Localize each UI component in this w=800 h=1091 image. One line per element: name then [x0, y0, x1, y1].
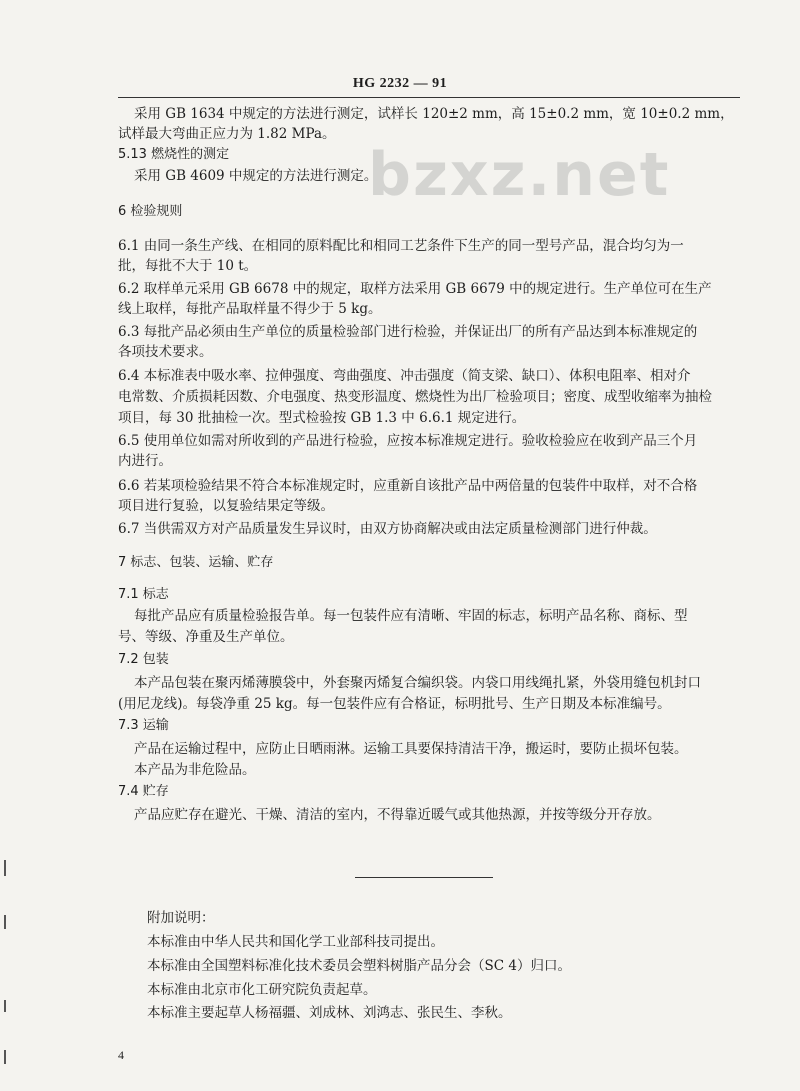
- clause-heading: 7.1 标志: [118, 587, 169, 602]
- text-line: 产品应贮存在避光、干燥、清洁的室内，不得靠近暖气或其他热源，并按等级分开存放。: [134, 807, 661, 823]
- text-line: 采用 GB 1634 中规定的方法进行测定，试样长 120±2 mm，高 15±0.2 mm，宽 10±0.2 mm，: [134, 106, 734, 122]
- end-rule: [355, 877, 493, 878]
- page-number: 4: [118, 1048, 124, 1062]
- clause-heading: 7.3 运输: [118, 718, 169, 733]
- watermark: bzxz.net: [368, 140, 671, 210]
- note-line: 本标准由全国塑料标准化技术委员会塑料树脂产品分会（SC 4）归口。: [147, 958, 571, 974]
- text-line: 6.5 使用单位如需对所收到的产品进行检验，应按本标准规定进行。验收检验应在收到产品三个月: [118, 433, 698, 449]
- note-line: 本标准由北京市化工研究院负责起草。: [147, 982, 377, 998]
- text-line: 本产品为非危险品。: [134, 762, 256, 778]
- note-heading: 附加说明：: [147, 910, 215, 926]
- scan-edge-mark: [4, 1050, 6, 1064]
- text-line: 6.7 当供需双方对产品质量发生异议时，由双方协商解决或由法定质量检测部门进行仲裁。: [118, 521, 657, 537]
- note-line: 本标准主要起草人杨福疆、刘成林、刘鸿志、张民生、李秋。: [147, 1005, 512, 1021]
- text-line: 每批产品应有质量检验报告单。每一包装件应有清晰、牢固的标志，标明产品名称、商标、型: [134, 608, 688, 624]
- text-line: 项目，每 30 批抽检一次。型式检验按 GB 1.3 中 6.6.1 规定进行。: [118, 410, 526, 426]
- text-line: 6.3 每批产品必须由生产单位的质量检验部门进行检验，并保证出厂的所有产品达到本标准规定的: [118, 324, 698, 340]
- section-heading: 7 标志、包装、运输、贮存: [118, 555, 274, 570]
- text-line: 产品在运输过程中，应防止日晒雨淋。运输工具要保持清洁干净，搬运时，要防止损坏包装。: [134, 741, 688, 757]
- standard-code-header: HG 2232 — 91: [352, 76, 448, 91]
- text-line: 各项技术要求。: [118, 344, 213, 360]
- clause-heading: 7.2 包装: [118, 652, 169, 667]
- text-line: (用尼龙线)。每袋净重 25 kg。每一包装件应有合格证，标明批号、生产日期及本标准编号。: [118, 696, 671, 712]
- text-line: 试样最大弯曲正应力为 1.82 MPa。: [118, 126, 336, 142]
- text-line: 线上取样，每批产品取样量不得少于 5 kg。: [118, 301, 382, 317]
- text-line: 6.1 由同一条生产线、在相同的原料配比和相同工艺条件下生产的同一型号产品，混合均匀为一: [118, 238, 684, 254]
- text-line: 采用 GB 4609 中规定的方法进行测定。: [134, 168, 378, 184]
- scan-edge-mark: [4, 860, 6, 876]
- text-line: 6.6 若某项检验结果不符合本标准规定时，应重新自该批产品中两倍量的包装件中取样，对不合格: [118, 478, 698, 494]
- text-line: 号、等级、净重及生产单位。: [118, 629, 294, 645]
- section-heading: 6 检验规则: [118, 204, 183, 219]
- text-line: 6.2 取样单元采用 GB 6678 中的规定，取样方法采用 GB 6679 中的规定进行。生产单位可在生产: [118, 281, 712, 297]
- scan-edge-mark: [4, 1000, 6, 1012]
- scan-edge-mark: [4, 915, 6, 929]
- note-line: 本标准由中华人民共和国化学工业部科技司提出。: [147, 934, 444, 950]
- header-rule: [118, 97, 740, 98]
- text-line: 6.4 本标准表中吸水率、拉伸强度、弯曲强度、冲击强度（简支梁、缺口）、体积电阻率、相对介: [118, 368, 691, 384]
- text-line: 电常数、介质损耗因数、介电强度、热变形温度、燃烧性为出厂检验项目；密度、成型收缩率为抽检: [118, 389, 712, 405]
- clause-heading: 5.13 燃烧性的测定: [118, 147, 230, 162]
- text-line: 本产品包装在聚丙烯薄膜袋中，外套聚丙烯复合编织袋。内袋口用线绳扎紧，外袋用缝包机封口: [134, 675, 701, 691]
- text-line: 批，每批不大于 10 t。: [118, 258, 258, 274]
- text-line: 项目进行复验，以复验结果定等级。: [118, 498, 334, 514]
- text-line: 内进行。: [118, 453, 172, 469]
- clause-heading: 7.4 贮存: [118, 784, 169, 799]
